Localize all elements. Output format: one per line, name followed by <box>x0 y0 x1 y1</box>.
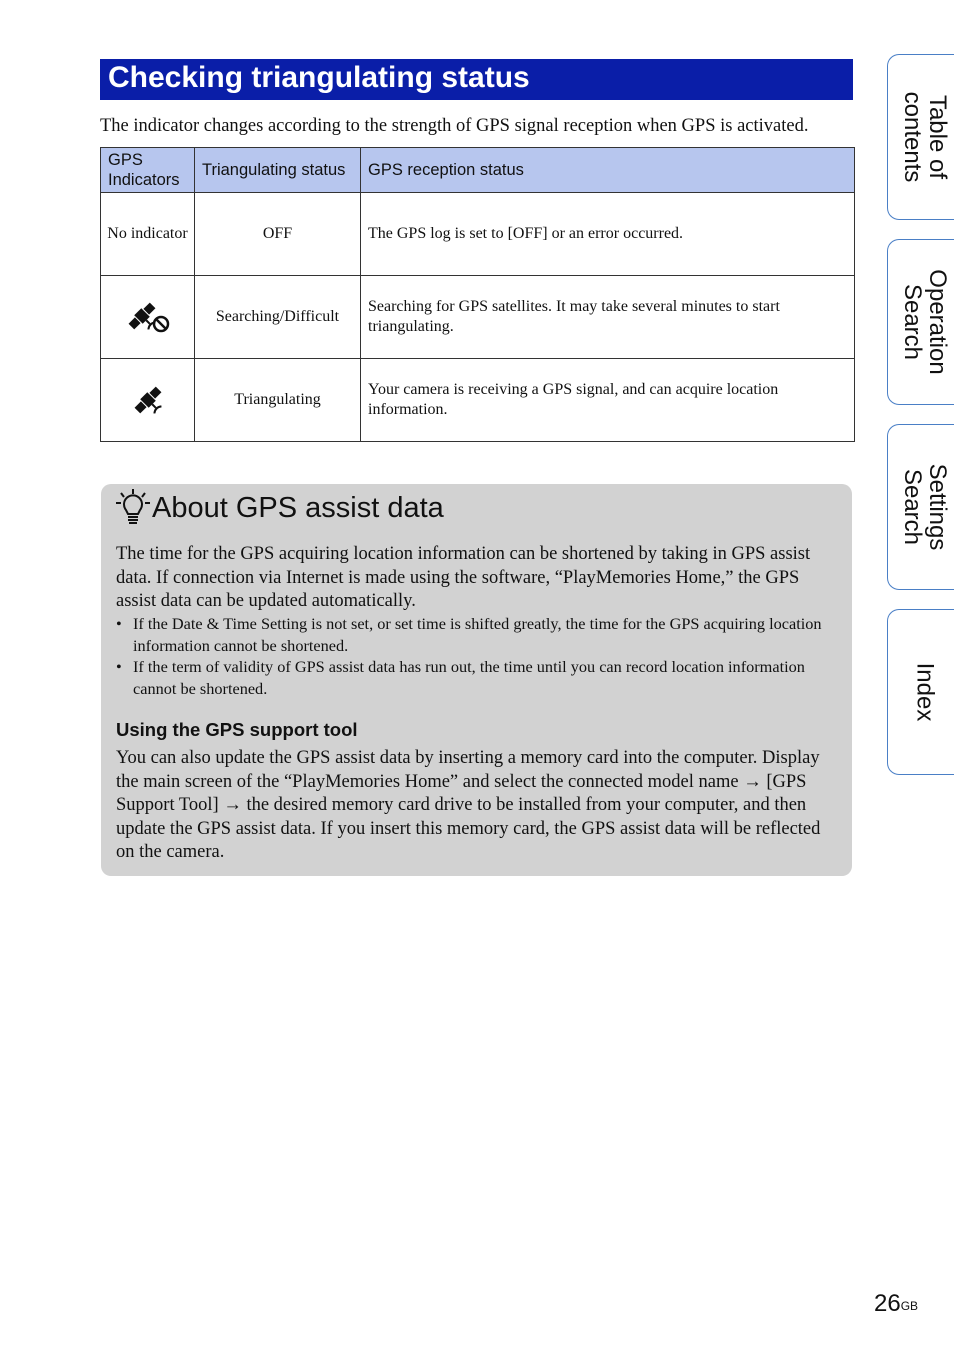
tab-label: Index <box>911 662 939 722</box>
table-row <box>101 193 855 276</box>
cell-reception: Searching for GPS satellites. It may take several minutes to start triangulating. <box>361 276 855 359</box>
tip-box <box>101 484 852 876</box>
cell-reception: The GPS log is set to [OFF] or an error occurred. <box>361 193 855 276</box>
subheading: Using the GPS support tool <box>116 719 358 740</box>
tab-label: Table of contents <box>899 91 951 183</box>
page-suffix: GB <box>900 1299 919 1313</box>
tab-operation-search[interactable] <box>887 239 954 405</box>
cell-status: Searching/Difficult <box>195 276 361 359</box>
cell-indicator <box>101 276 195 359</box>
intro-text: The indicator changes according to the strength of GPS signal reception when GPS is activated. <box>100 116 809 136</box>
gps-searching-icon <box>123 298 173 336</box>
cell-status: Triangulating <box>195 359 361 442</box>
tab-label: Operation Search <box>899 269 951 375</box>
tab-label: Settings Search <box>899 463 951 551</box>
table-header-row <box>101 148 855 193</box>
table-row <box>101 359 855 442</box>
lightbulb-hint-icon <box>115 488 151 528</box>
page-number: $26^{GB}$ <box>874 1290 919 1317</box>
header-triangulating-status: Triangulating status <box>195 148 361 193</box>
tab-settings-search[interactable] <box>887 424 954 590</box>
cell-reception: Your camera is receiving a GPS signal, and can acquire location information. <box>361 359 855 442</box>
cell-status: OFF <box>195 193 361 276</box>
tab-index[interactable] <box>887 609 954 775</box>
header-gps-indicators: GPS Indicators <box>101 148 195 193</box>
list-item: • If the Date & Time Setting is not set, or set time is shifted greatly, the time for the GPS acquiring location information cannot be shortened. <box>116 613 836 656</box>
section-title: Checking triangulating status <box>100 59 853 100</box>
table-row <box>101 276 855 359</box>
tab-table-of-contents[interactable] <box>887 54 954 220</box>
gps-status-table <box>100 147 855 442</box>
header-gps-reception-status: GPS reception status <box>361 148 855 193</box>
subheading-paragraph: You can also update the GPS assist data by inserting a memory card into the computer. Display the main screen of the “PlayMemories Home” and select the connected model name → [GPS Support Tool] → the desired memory card drive to be installed from your computer, and then update the GPS assist data. If you insert this memory card, the GPS assist data will be reflected on the camera. <box>116 748 821 862</box>
gps-triangulating-icon <box>128 381 168 419</box>
tip-paragraph: The time for the GPS acquiring location information can be shortened by taking in GPS assist data. If connection via Internet is made using the software, “PlayMemories Home,” the GPS assist data can be updated automatically. <box>116 544 811 611</box>
cell-indicator <box>101 359 195 442</box>
tip-title: About GPS assist data <box>152 492 444 524</box>
cell-indicator: No indicator <box>101 193 195 276</box>
tip-bullet-list <box>116 613 836 699</box>
list-item: • If the term of validity of GPS assist data has run out, the time until you can record location information cannot be shortened. <box>116 656 836 699</box>
